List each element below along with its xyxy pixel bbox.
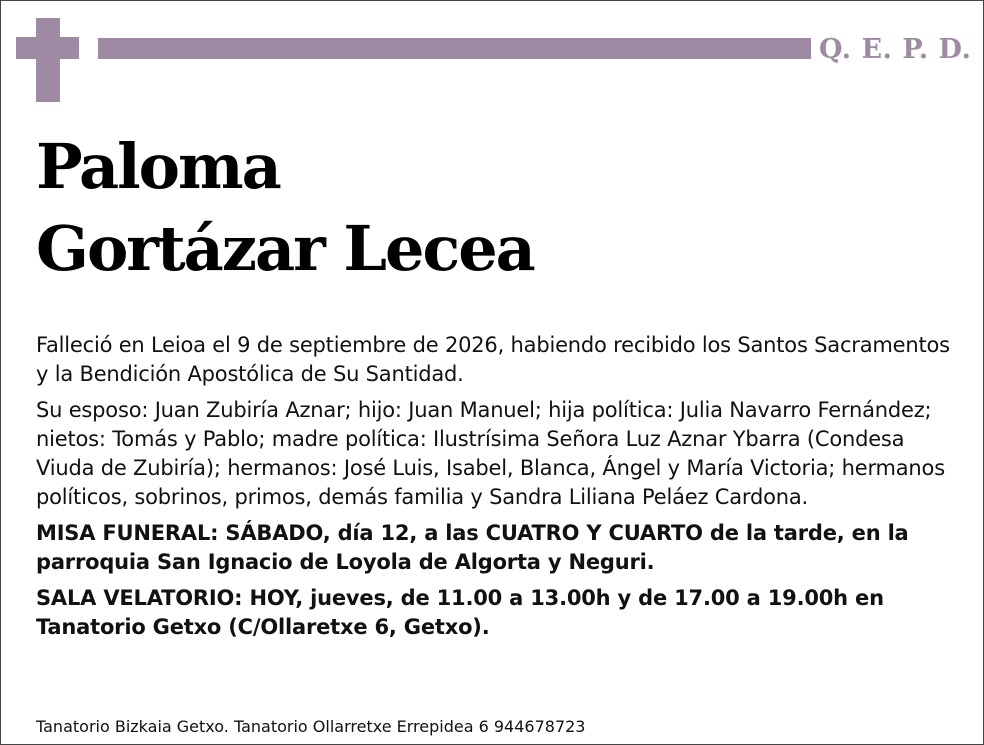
deceased-name: [36, 126, 534, 290]
qepd-badge: Q. E. P. D.: [819, 34, 972, 65]
cross-horizontal-bar: [16, 37, 79, 59]
deceased-first-name: Paloma: [36, 130, 280, 203]
family-paragraph: Su esposo: Juan Zubiría Aznar; hijo: Juan Manuel; hija política: Julia Navarro Fernández; nietos: Tomás y Pablo; madre política: Ilustrísima Señora Luz Aznar Ybarra (Condesa Viuda de Zubiría); hermanos: José Luis, Isabel, Blanca, Ángel y María Victoria; hermanos políticos, sobrinos, primos, demás familia y Sandra Liliana Peláez Cardona.: [36, 398, 945, 509]
cross-vertical-bar: [36, 18, 60, 102]
notice-body: [36, 331, 956, 649]
wake-room-paragraph: SALA VELATORIO: HOY, jueves, de 11.00 a 13.00h y de 17.00 a 19.00h en Tanatorio Getxo (C/Ollaretxe 6, Getxo).: [36, 586, 884, 639]
deceased-surnames: Gortázar Lecea: [36, 212, 534, 285]
death-paragraph: Falleció en Leioa el 9 de septiembre de 2026, habiendo recibido los Santos Sacramentos y la Bendición Apostólica de Su Santidad.: [36, 333, 950, 386]
funeral-home-footer: Tanatorio Bizkaia Getxo. Tanatorio Ollarretxe Errepidea 6 944678723: [36, 717, 586, 736]
header-rule: [98, 38, 811, 59]
funeral-mass-paragraph: MISA FUNERAL: SÁBADO, día 12, a las CUATRO Y CUARTO de la tarde, en la parroquia San Ignacio de Loyola de Algorta y Neguri.: [36, 521, 909, 574]
